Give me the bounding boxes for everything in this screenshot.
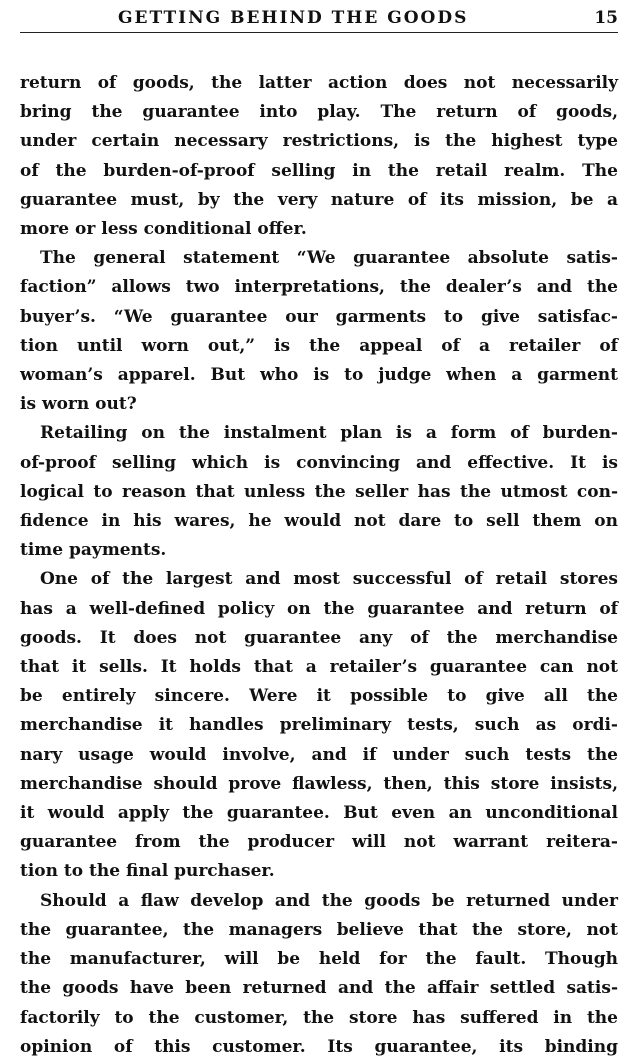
text-line: tion until worn out,” is the appeal of a retailer of	[20, 335, 618, 356]
running-head	[20, 6, 618, 33]
running-title: GETTING BEHIND THE GOODS	[118, 8, 469, 28]
text-line: factorily to the customer, the store has suffered in the	[20, 1007, 618, 1028]
text-line: has a well-defined policy on the guarantee and return of	[20, 598, 618, 619]
text-line: bring the guarantee into play. The return of goods,	[20, 102, 618, 123]
text-line: woman’s apparel. But who is to judge when a garment	[20, 365, 618, 386]
text-line: fidence in his wares, he would not dare to sell them on	[20, 511, 618, 532]
text-line: time payments.	[20, 540, 167, 561]
body-text	[20, 69, 618, 1062]
text-line: The general statement “We guarantee absolute satis-	[40, 248, 618, 269]
text-line: be entirely sincere. Were it possible to give all the	[20, 686, 618, 707]
text-line: merchandise it handles preliminary tests, such as ordi-	[20, 715, 618, 736]
text-line: under certain necessary restrictions, is the highest type	[20, 131, 618, 152]
text-line: logical to reason that unless the seller has the utmost con-	[20, 481, 618, 502]
text-line: the guarantee, the managers believe that the store, not	[20, 919, 618, 940]
text-line: that it sells. It holds that a retailer’s guarantee can not	[20, 657, 618, 678]
text-line: merchandise should prove flawless, then, this store insists,	[20, 773, 618, 794]
text-line: tion to the final purchaser.	[20, 861, 275, 882]
text-line: return of goods, the latter action does not necessarily	[20, 73, 618, 93]
text-line: Retailing on the instalment plan is a form of burden-	[40, 423, 618, 444]
paragraph	[20, 69, 618, 244]
text-line: the goods have been returned and the affair settled satis-	[20, 978, 618, 999]
paragraph	[20, 419, 618, 565]
text-line: more or less conditional offer.	[20, 219, 307, 240]
paragraph	[20, 887, 618, 1062]
text-line: it would apply the guarantee. But even an unconditional	[20, 803, 618, 824]
text-line: opinion of this customer. Its guarantee, its binding	[20, 1036, 618, 1057]
text-line: guarantee must, by the very nature of its mission, be a	[20, 189, 618, 210]
text-line: is worn out?	[20, 394, 137, 415]
text-line: buyer’s. “We guarantee our garments to give satisfac-	[20, 306, 618, 327]
text-line: of the burden-of-proof selling in the retail realm. The	[20, 160, 618, 181]
page-number: 15	[594, 8, 618, 28]
text-line: the manufacturer, will be held for the fault. Though	[20, 949, 618, 970]
book-page	[20, 6, 618, 1057]
text-line: goods. It does not guarantee any of the merchandise	[20, 627, 618, 648]
paragraph	[20, 565, 618, 886]
paragraph	[20, 244, 618, 419]
text-line: of-proof selling which is convincing and effective. It is	[20, 452, 618, 473]
text-line: One of the largest and most successful of retail stores	[40, 569, 618, 590]
text-line: guarantee from the producer will not warrant reitera-	[20, 832, 618, 853]
text-line: Should a flaw develop and the goods be returned under	[40, 890, 618, 911]
text-line: nary usage would involve, and if under such tests the	[20, 744, 618, 765]
text-line: faction” allows two interpretations, the dealer’s and the	[20, 277, 618, 298]
